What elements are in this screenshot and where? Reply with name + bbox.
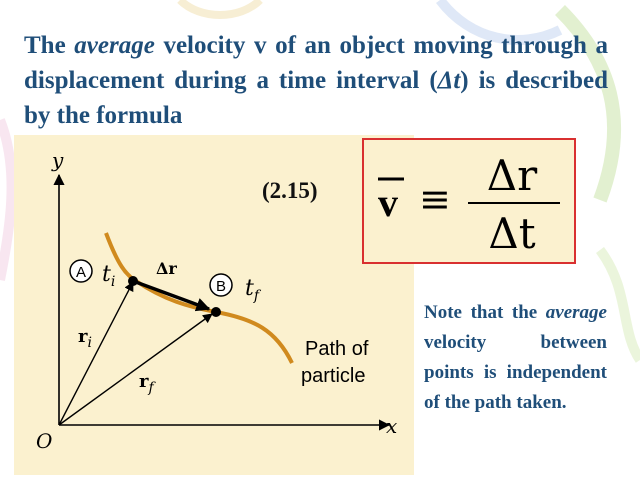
intro-paragraph xyxy=(24,28,608,133)
formula-denominator: Δt xyxy=(488,209,536,258)
particle-path-curve xyxy=(106,233,292,363)
delta-r-vector xyxy=(133,281,209,309)
intro-text-1: The xyxy=(24,32,75,59)
intro-average-word: average xyxy=(74,32,155,59)
intro-text-2: velocity v of an object moving through a displacement during a time interval ( xyxy=(24,32,608,94)
ti-label: $t_i$ xyxy=(102,262,116,290)
note-paragraph xyxy=(424,298,607,418)
ri-vector xyxy=(59,282,133,425)
intro-delta-t: Δt xyxy=(437,67,461,94)
displacement-diagram xyxy=(14,135,414,475)
note-average-word: average xyxy=(545,302,607,323)
point-b-label: B xyxy=(215,278,227,295)
origin-label: O xyxy=(36,429,53,453)
note-text-2: velocity between points is independent of the path taken. xyxy=(424,332,607,413)
formula-equiv: ≡ xyxy=(419,177,451,221)
formula-lhs: v xyxy=(378,180,398,225)
x-axis-label: x xyxy=(386,414,398,438)
path-caption-line2: particle xyxy=(301,365,366,387)
tf-label: $t_f$ xyxy=(245,276,260,304)
average-velocity-formula xyxy=(362,138,576,264)
rf-label: $r_f$ xyxy=(139,371,154,396)
intro-text-3: ) is described by the formula xyxy=(24,67,608,129)
delta-r-label: Δr xyxy=(156,259,177,278)
note-text-1: Note that the xyxy=(424,302,546,323)
ri-label: $r_i$ xyxy=(78,326,92,351)
equation-number: (2.15) xyxy=(262,178,318,203)
y-axis-label: y xyxy=(52,148,64,172)
formula-numerator: Δr xyxy=(486,151,538,200)
formula-graphic xyxy=(364,140,574,262)
point-b-dot xyxy=(211,307,221,317)
displacement-figure xyxy=(14,135,414,475)
path-caption-line1: Path of xyxy=(305,338,369,360)
point-a-label: A xyxy=(75,264,87,281)
point-a-dot xyxy=(128,276,138,286)
